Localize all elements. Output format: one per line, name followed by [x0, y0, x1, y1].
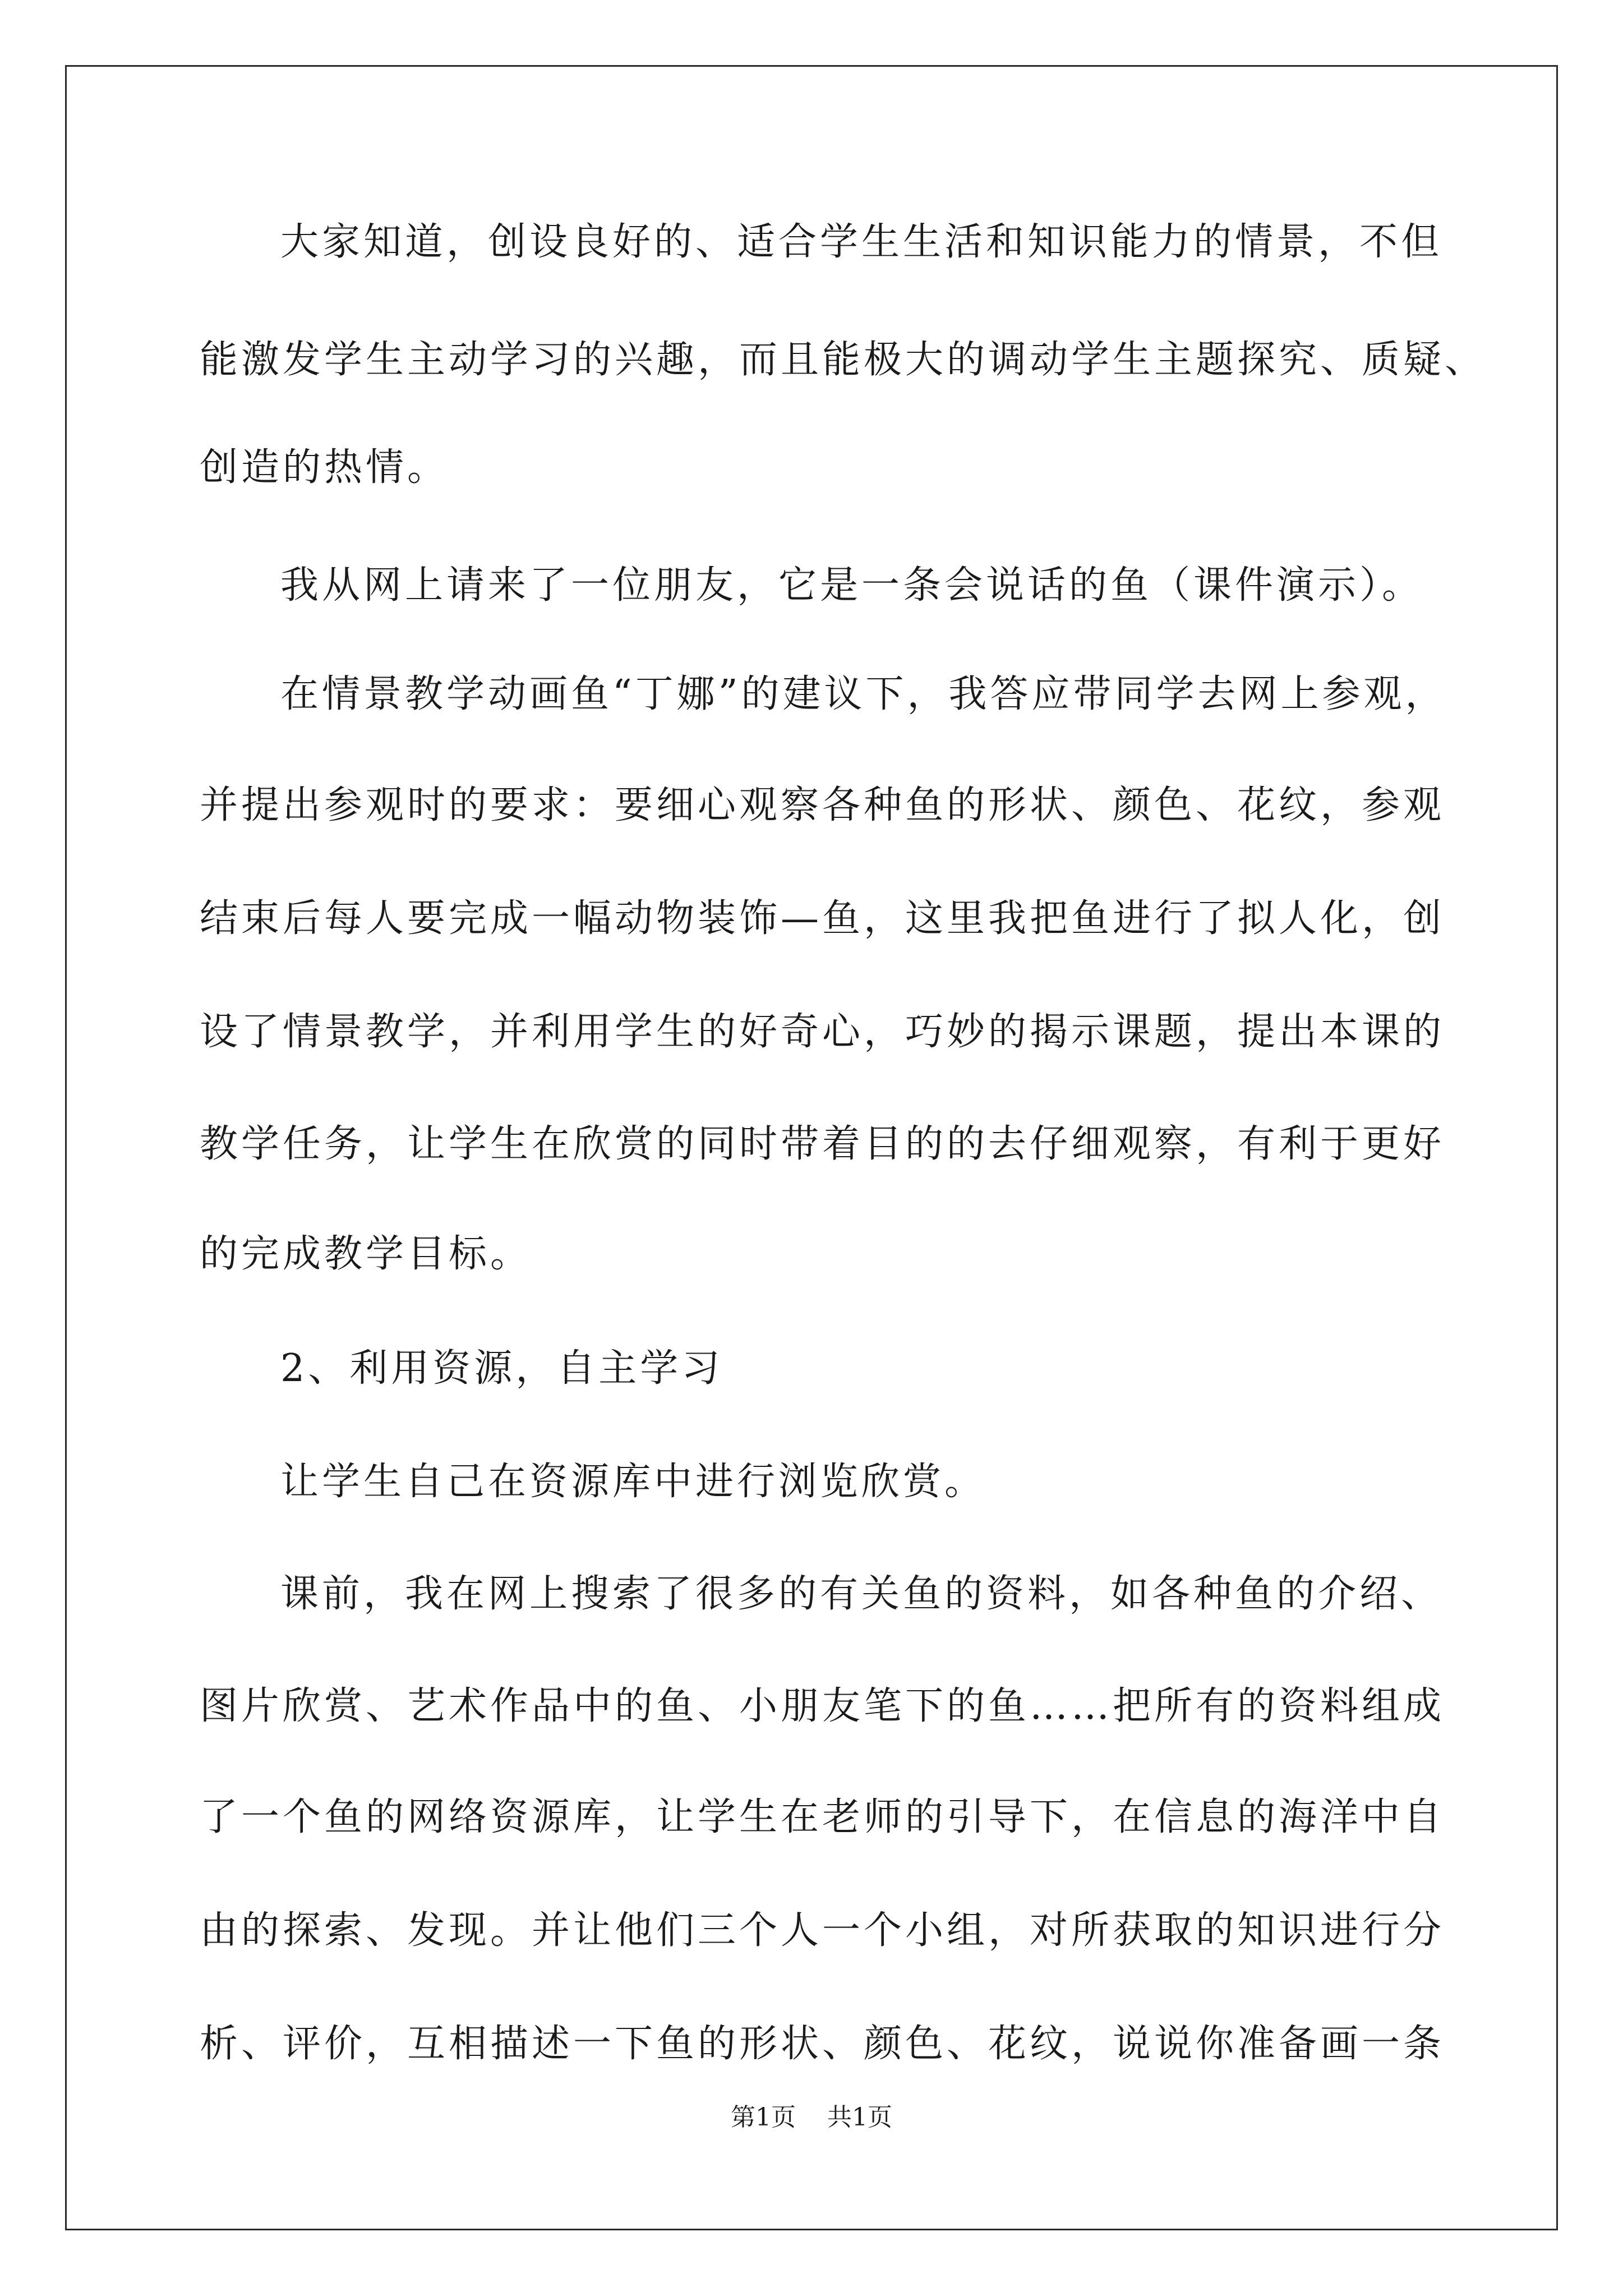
section-heading: 2、利用资源，自主学习	[280, 1346, 723, 1391]
body-text-line: 图片欣赏、艺术作品中的鱼、小朋友笔下的鱼……把所有的资料组成	[200, 1684, 1445, 1728]
total-page-count: 共1页	[827, 2103, 892, 2132]
body-text-line: 大家知道，创设良好的、适合学生生活和知识能力的情景，不但	[280, 220, 1443, 264]
body-text-line: 让学生自己在资源库中进行浏览欣赏。	[280, 1460, 986, 1504]
body-text-line: 结束后每人要完成一幅动物装饰—鱼，这里我把鱼进行了拟人化，创	[200, 896, 1445, 941]
body-text-line: 设了情景教学，并利用学生的好奇心，巧妙的揭示课题，提出本课的	[200, 1010, 1445, 1054]
body-text-line: 了一个鱼的网络资源库，让学生在老师的引导下，在信息的海洋中自	[200, 1795, 1445, 1839]
current-page-number: 第1页	[731, 2103, 796, 2132]
body-text-line: 课前，我在网上搜索了很多的有关鱼的资料，如各种鱼的介绍、	[280, 1572, 1443, 1616]
body-text-line: 由的探索、发现。并让他们三个人一个小组，对所获取的知识进行分	[200, 1908, 1445, 1953]
body-text-line: 我从网上请来了一位朋友，它是一条会说话的鱼（课件演示）。	[280, 563, 1424, 608]
body-text-line: 能激发学生主动学习的兴趣，而且能极大的调动学生主题探究、质疑、	[200, 338, 1487, 382]
body-text-line: 创造的热情。	[200, 445, 449, 490]
body-text-line: 的完成教学目标。	[200, 1232, 532, 1276]
body-text-line: 并提出参观时的要求：要细心观察各种鱼的形状、颜色、花纹，参观	[200, 783, 1445, 827]
body-text-line: 在情景教学动画鱼“丁娜”的建议下，我答应带同学去网上参观，	[280, 672, 1447, 716]
body-text-line: 析、评价，互相描述一下鱼的形状、颜色、花纹，说说你准备画一条	[200, 2022, 1445, 2066]
page-footer	[0, 2101, 1623, 2134]
body-text-line: 教学任务，让学生在欣赏的同时带着目的的去仔细观察，有利于更好	[200, 1122, 1445, 1166]
